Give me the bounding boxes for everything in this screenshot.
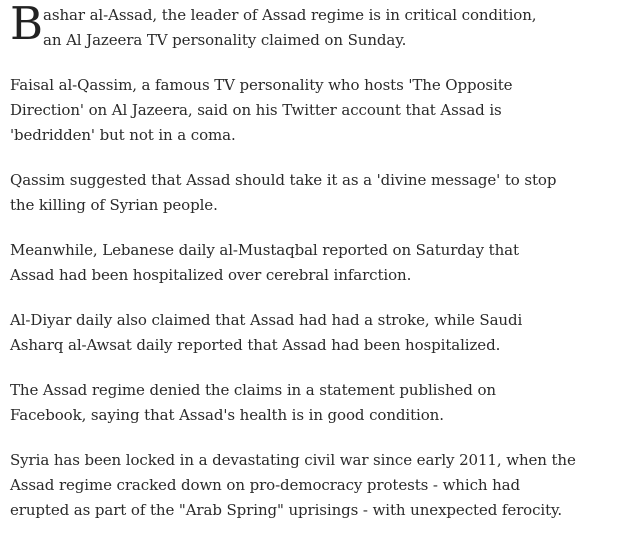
paragraph-3-line-1: Qassim suggested that Assad should take it as a 'divine message' to stop bbox=[10, 171, 557, 189]
paragraph-7-line-1: Syria has been locked in a devastating civil war since early 2011, when the bbox=[10, 451, 576, 469]
paragraph-7-line-3: erupted as part of the "Arab Spring" uprisings - with unexpected ferocity. bbox=[10, 501, 563, 519]
paragraph-5-line-1: Al-Diyar daily also claimed that Assad had had a stroke, while Saudi bbox=[10, 311, 523, 329]
paragraph-5-line-2: Asharq al-Awsat daily reported that Assad had been hospitalized. bbox=[10, 336, 501, 354]
paragraph-1-line-2: an Al Jazeera TV personality claimed on Sunday. bbox=[43, 31, 407, 49]
paragraph-1 bbox=[10, 0, 535, 53]
paragraph-4-line-2: Assad had been hospitalized over cerebral infarction. bbox=[10, 266, 412, 284]
paragraph-6 bbox=[10, 378, 535, 428]
paragraph-2 bbox=[10, 73, 535, 148]
paragraph-7-line-2: Assad regime cracked down on pro-democracy protests - which had bbox=[10, 476, 520, 494]
paragraph-4-line-1: Meanwhile, Lebanese daily al-Mustaqbal reported on Saturday that bbox=[10, 241, 519, 259]
paragraph-2-line-2: Direction' on Al Jazeera, said on his Twitter account that Assad is bbox=[10, 101, 502, 119]
drop-cap: B bbox=[10, 0, 43, 50]
paragraph-6-line-2: Facebook, saying that Assad's health is in good condition. bbox=[10, 406, 444, 424]
paragraph-6-line-1: The Assad regime denied the claims in a statement published on bbox=[10, 381, 496, 399]
paragraph-1-line-1: ashar al-Assad, the leader of Assad regime is in critical condition, bbox=[43, 6, 537, 24]
paragraph-3-line-2: the killing of Syrian people. bbox=[10, 196, 218, 214]
article-body bbox=[10, 0, 576, 523]
paragraph-3 bbox=[10, 168, 557, 218]
paragraph-5 bbox=[10, 308, 535, 358]
paragraph-2-line-3: 'bedridden' but not in a coma. bbox=[10, 126, 236, 144]
paragraph-4 bbox=[10, 238, 535, 288]
paragraph-7 bbox=[10, 448, 576, 523]
paragraph-2-line-1: Faisal al-Qassim, a famous TV personality who hosts 'The Opposite bbox=[10, 76, 513, 94]
